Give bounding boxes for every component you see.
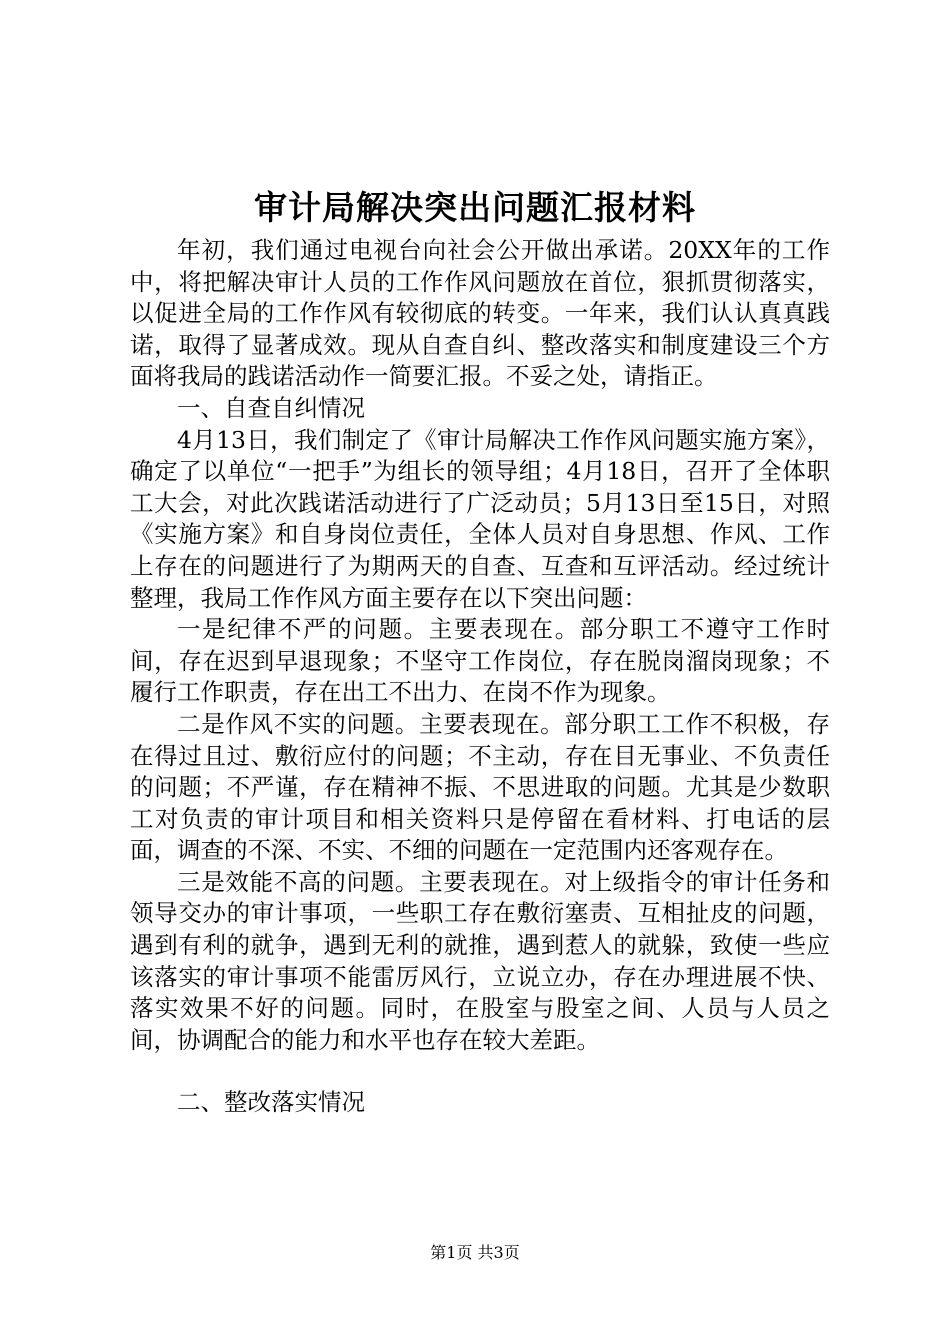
paragraph-intro: 年初，我们通过电视台向社会公开做出承诺。20XX年的工作中，将把解决审计人员的工作作风问题放在首位，狠抓贯彻落实，以促进全局的工作作风有较彻底的转变。一年来，我们认认真真践诺，取得了显著成效。现从自查自纠、整改落实和制度建设三个方面将我局的践诺活动作一简要汇报。不妥之处，请指正。 xyxy=(130,236,830,391)
paragraph-work-style-issue: 二是作风不实的问题。主要表现在。部分职工工作不积极，存在得过且过、敷衍应付的问题；不主动，存在目无事业、不负责任的问题；不严谨，存在精神不振、不思进取的问题。尤其是少数职工对负责的审计项目和相关资料只是停留在看材料、打电话的层面，调查的不深、不实、不细的问题在一定范围内还客观存在。 xyxy=(130,709,830,865)
section-heading-self-inspection: 一、自查自纠情况 xyxy=(177,393,365,422)
page-number-footer: 第1页 共3页 xyxy=(430,1243,520,1262)
paragraph-discipline-issue: 一是纪律不严的问题。主要表现在。部分职工不遵守工作时间，存在迟到早退现象；不坚守工作岗位，存在脱岗溜岗现象；不履行工作职责，存在出工不出力、在岗不作为现象。 xyxy=(130,615,830,707)
paragraph-spacer xyxy=(130,1056,830,1087)
document-title: 审计局解决突出问题汇报材料 xyxy=(254,188,696,227)
paragraph-self-inspection: 4月13日，我们制定了《审计局解决工作作风问题实施方案》，确定了以单位“一把手”为组长的领导组；4月18日，召开了全体职工大会，对此次践诺活动进行了广泛动员；5月13日至15日，对照《实施方案》和自身岗位责任，全体人员对自身思想、作风、工作上存在的问题进行了为期两天的自查、互查和互评活动。经过统计整理，我局工作作风方面主要存在以下突出问题： xyxy=(130,425,830,612)
document-body xyxy=(130,235,830,1119)
paragraph-efficiency-issue: 三是效能不高的问题。主要表现在。对上级指令的审计任务和领导交办的审计事项，一些职工存在敷衍塞责、互相扯皮的问题，遇到有利的就争，遇到无利的就推，遇到惹人的就躲，致使一些应该落实的审计事项不能雷厉风行，立说立办，存在办理进展不快、落实效果不好的问题。同时，在股室与股室之间、人员与人员之间，协调配合的能力和水平也存在较大差距。 xyxy=(130,867,830,1054)
section-heading-rectification: 二、整改落实情况 xyxy=(177,1088,365,1117)
